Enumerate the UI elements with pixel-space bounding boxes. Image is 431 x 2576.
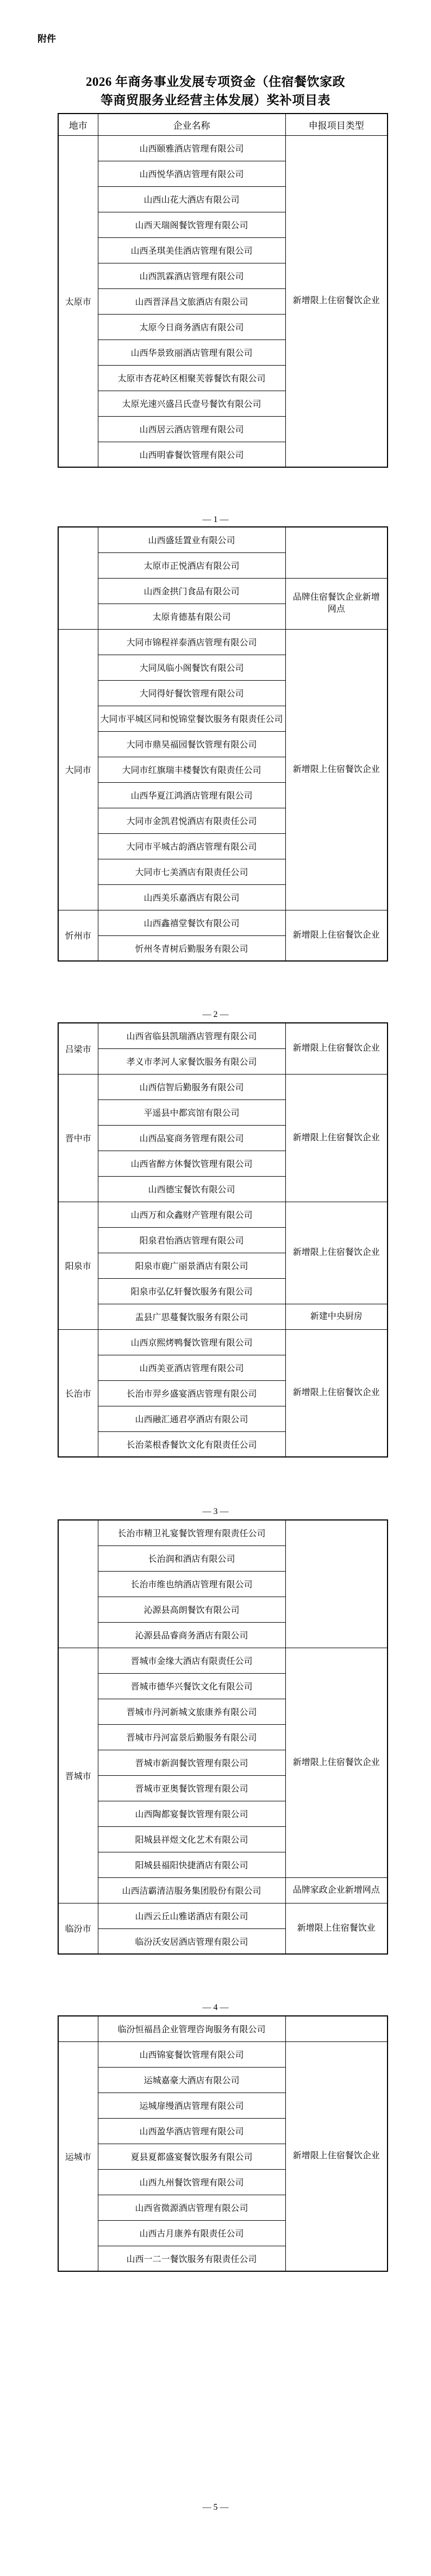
table-row (58, 1074, 388, 1099)
company-cell: 晋城市丹河富景后勤服务有限公司 (98, 1724, 285, 1750)
company-cell: 山西陶都宴餐饮管理有限公司 (98, 1801, 285, 1826)
table-row (58, 1202, 388, 1227)
company-cell: 山西万和众鑫财产管理有限公司 (98, 1202, 285, 1227)
table-row (58, 527, 388, 552)
project-type-cell: 品牌家政企业新增网点 (285, 1877, 388, 1903)
company-cell: 孝义市孝河人家餐饮服务有限公司 (98, 1048, 285, 1074)
company-cell: 山西古月康养有限责任公司 (98, 2220, 285, 2246)
company-cell: 运城扉缦酒店管理有限公司 (98, 2093, 285, 2118)
table-row (58, 1329, 388, 1355)
page-number-3: — 3 — (202, 1507, 229, 1516)
company-cell: 长治菜根香餐饮文化有限责任公司 (98, 1431, 285, 1457)
project-type-cell: 新增限上住宿餐饮企业 (285, 1329, 388, 1457)
company-cell: 山西圣琪美佳酒店管理有限公司 (98, 237, 285, 263)
company-cell: 长治润和酒店有限公司 (98, 1545, 285, 1571)
project-type-cell: 新建中央厨房 (285, 1304, 388, 1329)
company-cell: 山西信智后勤服务有限公司 (98, 1074, 285, 1099)
company-cell: 大同市红旗瑞丰楼餐饮有限责任公司 (98, 757, 285, 782)
company-cell: 山西省临县凯瑞酒店管理有限公司 (98, 1023, 285, 1048)
header-cell-city: 地市 (58, 114, 98, 135)
company-cell: 山西悦华酒店管理有限公司 (98, 161, 285, 186)
company-cell: 忻州冬青树后勤服务有限公司 (98, 935, 285, 961)
company-cell: 山西九州餐饮管理有限公司 (98, 2169, 285, 2195)
company-cell: 夏县夏都盛宴餐饮服务有限公司 (98, 2144, 285, 2169)
table-row (58, 1903, 388, 1928)
company-cell: 山西凯霖酒店管理有限公司 (98, 263, 285, 288)
company-cell: 阳泉君怡酒店管理有限公司 (98, 1227, 285, 1253)
header-cell-company: 企业名称 (98, 114, 285, 135)
company-cell: 山西明睿餐饮管理有限公司 (98, 442, 285, 467)
project-type-cell: 新增限上住宿餐饮业 (285, 1903, 388, 1954)
project-type-cell: 新增限上住宿餐饮企业 (285, 1023, 388, 1074)
project-type-cell: 新增限上住宿餐饮企业 (285, 2041, 388, 2271)
company-cell: 山西金拱门食品有限公司 (98, 578, 285, 604)
company-cell: 山西品宴商务管理有限公司 (98, 1125, 285, 1151)
table-row (58, 1648, 388, 1673)
company-cell: 长治市精卫礼宴餐饮管理有限责任公司 (98, 1520, 285, 1545)
company-cell: 山西省醉方休餐饮管理有限公司 (98, 1151, 285, 1176)
company-cell: 山西美亚酒店管理有限公司 (98, 1355, 285, 1380)
city-cell (58, 527, 98, 629)
company-cell: 阳城县福阳快捷酒店有限公司 (98, 1852, 285, 1877)
page-number-1: — 1 — (202, 515, 229, 524)
company-cell: 晋城市亚奥餐饮管理有限公司 (98, 1775, 285, 1801)
company-cell: 山西融汇通君亭酒店有限公司 (98, 1406, 285, 1431)
city-cell (58, 1520, 98, 1648)
company-cell: 山西居云酒店管理有限公司 (98, 416, 285, 442)
city-cell: 临汾市 (58, 1903, 98, 1954)
table-row (58, 2041, 388, 2067)
company-cell: 沁源县高朗餐饮有限公司 (98, 1597, 285, 1622)
table-header-row (58, 114, 388, 135)
project-type-cell: 新增限上住宿餐饮企业 (285, 1202, 388, 1304)
company-cell: 沁源县品睿商务酒店有限公司 (98, 1622, 285, 1648)
project-type-cell: 新增限上住宿餐饮企业 (285, 1074, 388, 1202)
company-cell: 山西德宝餐饮有限公司 (98, 1176, 285, 1202)
project-type-cell: 品牌住宿餐饮企业新增网点 (285, 578, 388, 629)
city-cell: 晋中市 (58, 1074, 98, 1202)
company-cell: 山西京熙烤鸭餐饮管理有限公司 (98, 1329, 285, 1355)
table-row (58, 2016, 388, 2041)
company-cell: 长治市维也纳酒店管理有限公司 (98, 1571, 285, 1597)
company-cell: 山西晋泽昌文旅酒店有限公司 (98, 288, 285, 314)
company-cell: 太原肯德基有限公司 (98, 604, 285, 629)
table-row (58, 1304, 388, 1329)
company-cell: 晋城市金缘大酒店有限责任公司 (98, 1648, 285, 1673)
company-cell: 大同市鼎昊福园餐饮管理有限公司 (98, 731, 285, 757)
company-cell: 大同市平城古韵酒店管理有限公司 (98, 833, 285, 859)
document-title-line1: 2026 年商务事业发展专项资金（住宿餐饮家政 (85, 75, 346, 89)
company-cell: 晋城市丹河新城文旅康养有限公司 (98, 1699, 285, 1724)
table-row (58, 910, 388, 935)
company-cell: 山西盛廷置业有限公司 (98, 527, 285, 552)
company-cell: 阳城县祥煜文化艺术有限公司 (98, 1826, 285, 1852)
company-cell: 大同市金凯君悦酒店有限责任公司 (98, 808, 285, 833)
company-cell: 晋城市德华兴餐饮文化有限公司 (98, 1673, 285, 1699)
company-cell: 山西省微源酒店管理有限公司 (98, 2195, 285, 2220)
city-cell: 长治市 (58, 1329, 98, 1457)
pages-host (0, 113, 431, 2513)
company-cell: 山西盈华酒店管理有限公司 (98, 2118, 285, 2144)
project-type-cell (285, 2016, 388, 2041)
company-cell: 太原市正悦酒店有限公司 (98, 552, 285, 578)
award-projects-table-page-1 (58, 113, 388, 468)
company-cell: 山西一二一餐饮服务有限责任公司 (98, 2246, 285, 2271)
company-cell: 山西天瑞阁餐饮管理有限公司 (98, 212, 285, 237)
document-title-line2: 等商贸服务业经营主体发展）奖补项目表 (101, 93, 330, 107)
company-cell: 阳泉市弘亿轩餐饮服务有限公司 (98, 1278, 285, 1304)
document (0, 33, 431, 2513)
city-cell (58, 2016, 98, 2041)
project-type-cell: 新增限上住宿餐饮企业 (285, 629, 388, 910)
table-row (58, 629, 388, 655)
award-projects-table-page-4 (58, 1519, 388, 1955)
company-cell: 太原光速兴盛吕氏壹号餐饮有限公司 (98, 391, 285, 416)
project-type-cell: 新增限上住宿餐饮企业 (285, 135, 388, 467)
award-projects-table-page-5 (58, 2015, 388, 2272)
table-row (58, 1023, 388, 1048)
company-cell: 山西鑫禧堂餐饮有限公司 (98, 910, 285, 935)
company-cell: 大同凤临小阁餐饮有限公司 (98, 655, 285, 680)
company-cell: 大同得好餐饮管理有限公司 (98, 680, 285, 706)
city-cell: 阳泉市 (58, 1202, 98, 1329)
project-type-cell: 新增限上住宿餐饮企业 (285, 910, 388, 961)
company-cell: 山西华景致丽酒店管理有限公司 (98, 340, 285, 365)
page-number-2: — 2 — (202, 1010, 229, 1019)
project-type-cell (285, 1520, 388, 1648)
company-cell: 长治市羿乡盛宴酒店管理有限公司 (98, 1380, 285, 1406)
company-cell: 太原市杏花岭区相聚芙蓉餐饮有限公司 (98, 365, 285, 391)
company-cell: 平遥县中都宾馆有限公司 (98, 1099, 285, 1125)
project-type-cell (285, 527, 388, 578)
table-row (58, 135, 388, 161)
company-cell: 大同市锦程祥泰酒店管理有限公司 (98, 629, 285, 655)
company-cell: 晋城市新润餐饮管理有限公司 (98, 1750, 285, 1775)
city-cell: 太原市 (58, 135, 98, 467)
page-number-5: — 5 — (202, 2503, 229, 2512)
city-cell: 吕梁市 (58, 1023, 98, 1074)
company-cell: 盂县广思蔓餐饮服务有限公司 (98, 1304, 285, 1329)
table-row (58, 1520, 388, 1545)
city-cell: 忻州市 (58, 910, 98, 961)
city-cell: 晋城市 (58, 1648, 98, 1903)
company-cell: 运城嘉豪大酒店有限公司 (98, 2067, 285, 2093)
company-cell: 大同市平城区同和悦锦堂餐饮服务有限责任公司 (98, 706, 285, 731)
city-cell: 运城市 (58, 2041, 98, 2271)
company-cell: 大同市七美酒店有限责任公司 (98, 859, 285, 884)
company-cell: 山西锦宴餐饮管理有限公司 (98, 2041, 285, 2067)
page-number-4: — 4 — (202, 2003, 229, 2012)
table-row (58, 578, 388, 604)
award-projects-table-page-3 (58, 1022, 388, 1457)
table-row (58, 1877, 388, 1903)
company-cell: 山西云丘山雅诺酒店有限公司 (98, 1903, 285, 1928)
header-cell-project-type: 申报项目类型 (285, 114, 388, 135)
company-cell: 山西山花大酒店有限公司 (98, 186, 285, 212)
company-cell: 山西美乐嘉酒店有限公司 (98, 884, 285, 910)
company-cell: 山西洁霸清洁服务集团股份有限公司 (98, 1877, 285, 1903)
company-cell: 山西华夏江鸿酒店管理有限公司 (98, 782, 285, 808)
company-cell: 临汾恒福昌企业管理咨询服务有限公司 (98, 2016, 285, 2041)
company-cell: 阳泉市鹿广丽景酒店有限公司 (98, 1253, 285, 1278)
attachment-label: 附件 (38, 34, 56, 44)
company-cell: 山西颐雅酒店管理有限公司 (98, 135, 285, 161)
project-type-cell: 新增限上住宿餐饮企业 (285, 1648, 388, 1877)
company-cell: 太原今日商务酒店有限公司 (98, 314, 285, 340)
company-cell: 临汾沃安居酒店管理有限公司 (98, 1928, 285, 1954)
award-projects-table-page-2 (58, 526, 388, 962)
city-cell: 大同市 (58, 629, 98, 910)
